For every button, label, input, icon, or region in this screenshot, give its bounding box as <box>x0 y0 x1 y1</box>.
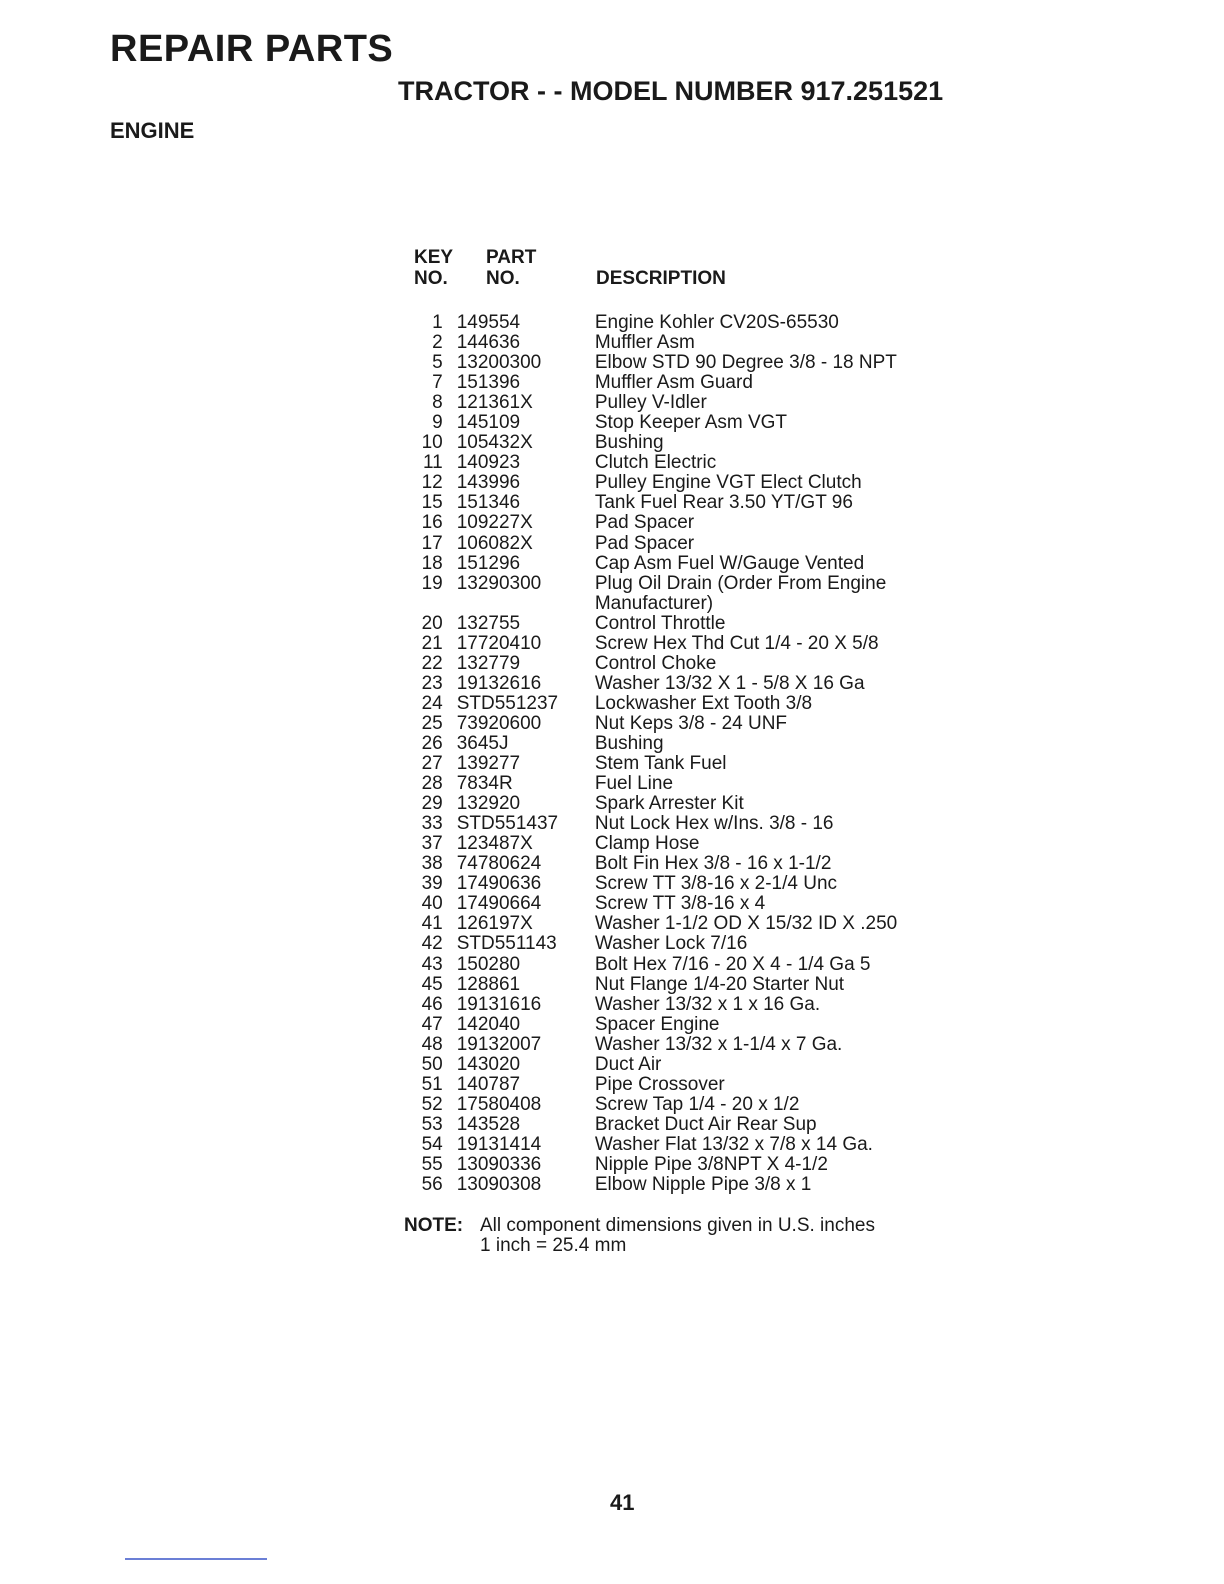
description-cell: Screw Hex Thd Cut 1/4 - 20 X 5/8 <box>594 632 879 654</box>
description-cell: Lockwasher Ext Tooth 3/8 <box>594 692 813 714</box>
table-row <box>410 453 930 473</box>
table-row <box>410 393 930 413</box>
key-number-cell: 28 <box>421 773 443 795</box>
description-cell: Elbow STD 90 Degree 3/8 - 18 NPT <box>594 352 897 374</box>
key-number-cell: 43 <box>421 953 443 975</box>
description-cell: Clamp Hose <box>594 833 700 855</box>
description-cell: Washer 13/32 X 1 - 5/8 X 16 Ga <box>594 672 865 694</box>
part-number-cell: 143528 <box>456 1113 521 1135</box>
description-cell: Spacer Engine <box>594 1013 720 1035</box>
table-row <box>410 373 930 393</box>
description-cell: Washer 1-1/2 OD X 15/32 ID X .250 <box>594 913 898 935</box>
key-number-cell: 39 <box>421 873 443 895</box>
description-cell: Stem Tank Fuel <box>594 753 727 775</box>
description-cell: Elbow Nipple Pipe 3/8 x 1 <box>594 1174 812 1196</box>
part-number-cell: 19132007 <box>456 1033 542 1055</box>
description-cell: Clutch Electric <box>594 452 717 474</box>
table-row <box>410 814 930 834</box>
key-number-cell: 41 <box>421 913 443 935</box>
description-cell: Control Throttle <box>594 612 726 634</box>
table-row <box>410 1095 930 1115</box>
table-row <box>410 413 930 433</box>
key-number-cell: 11 <box>422 452 443 474</box>
table-row <box>410 975 930 995</box>
section-heading: ENGINE <box>110 118 195 143</box>
key-number-cell: 46 <box>421 993 443 1015</box>
key-number-cell: 2 <box>432 332 443 354</box>
table-row <box>410 614 930 634</box>
part-number-cell: 19131414 <box>456 1133 542 1155</box>
table-row <box>410 1055 930 1075</box>
description-cell: Bracket Duct Air Rear Sup <box>594 1113 817 1135</box>
key-number-cell: 21 <box>421 632 443 654</box>
key-number-cell: 38 <box>421 853 443 875</box>
key-number-cell: 19 <box>421 572 443 594</box>
key-number-cell: 48 <box>421 1033 443 1055</box>
description-cell: Nut Keps 3/8 - 24 UNF <box>594 712 788 734</box>
part-number-cell: 74780624 <box>456 853 542 875</box>
key-number-cell: 42 <box>421 933 443 955</box>
key-number-cell: 47 <box>421 1013 443 1035</box>
key-number-cell: 37 <box>421 833 443 855</box>
key-number-cell: 9 <box>432 412 443 434</box>
description-cell: Engine Kohler CV20S-65530 <box>594 312 839 333</box>
note-text-line2: 1 inch = 25.4 mm <box>480 1235 627 1256</box>
part-number-cell: 7834R <box>456 773 513 795</box>
header-key-no-label: NO. <box>414 268 448 289</box>
part-number-cell: 19132616 <box>456 672 542 694</box>
key-number-cell: 12 <box>421 472 443 494</box>
key-number-cell: 24 <box>421 692 443 714</box>
table-row <box>410 1155 930 1175</box>
key-number-cell: 56 <box>421 1174 443 1196</box>
table-row <box>410 674 930 694</box>
description-cell: Spark Arrester Kit <box>594 793 744 815</box>
part-number-cell: 13090336 <box>456 1153 542 1175</box>
description-cell: Control Choke <box>594 652 717 674</box>
part-number-cell: 140923 <box>456 452 521 474</box>
key-number-cell: 22 <box>421 652 443 674</box>
part-number-cell: 151396 <box>456 372 521 394</box>
table-row <box>410 854 930 874</box>
parts-table <box>410 313 930 1195</box>
part-number-cell: 19131616 <box>456 993 542 1015</box>
table-row <box>410 794 930 814</box>
header-key-label: KEY <box>414 247 454 268</box>
table-row <box>410 574 930 614</box>
part-number-cell: 126197X <box>456 913 533 935</box>
page-title: REPAIR PARTS <box>110 28 394 70</box>
part-number-cell: 143996 <box>456 472 521 494</box>
parts-table-header <box>414 248 934 294</box>
part-number-cell: 17580408 <box>456 1093 542 1115</box>
table-row <box>410 914 930 934</box>
description-cell: Muffler Asm <box>594 332 695 354</box>
part-number-cell: 17490664 <box>456 893 542 915</box>
key-number-cell: 40 <box>421 893 443 915</box>
description-cell: Pad Spacer <box>594 532 695 554</box>
table-row <box>410 493 930 513</box>
key-number-cell: 33 <box>421 813 443 835</box>
description-cell: Fuel Line <box>594 773 674 795</box>
key-number-cell: 54 <box>421 1133 443 1155</box>
table-row <box>410 513 930 533</box>
table-row <box>410 1075 930 1095</box>
key-number-cell: 1 <box>432 312 443 333</box>
table-row <box>410 654 930 674</box>
table-row <box>410 694 930 714</box>
key-number-cell: 23 <box>421 672 443 694</box>
table-row <box>410 1115 930 1135</box>
description-cell: Pipe Crossover <box>594 1073 725 1095</box>
key-number-cell: 50 <box>421 1053 443 1075</box>
key-number-cell: 25 <box>421 712 443 734</box>
header-part-label: PART <box>486 247 537 268</box>
description-cell: Tank Fuel Rear 3.50 YT/GT 96 <box>594 492 853 514</box>
key-number-cell: 27 <box>421 753 443 775</box>
part-number-cell: 73920600 <box>456 712 542 734</box>
table-row <box>410 1015 930 1035</box>
table-row <box>410 333 930 353</box>
part-number-cell: 132755 <box>456 612 521 634</box>
key-number-cell: 8 <box>432 392 443 414</box>
table-row <box>410 934 930 954</box>
part-number-cell: 142040 <box>456 1013 521 1035</box>
part-number-cell: 3645J <box>456 732 509 754</box>
part-number-cell: 13090308 <box>456 1174 542 1196</box>
key-number-cell: 16 <box>421 512 443 534</box>
part-number-cell: 145109 <box>456 412 521 434</box>
key-number-cell: 10 <box>421 432 443 454</box>
description-cell: Plug Oil Drain (Order From Engine Manufacturer) <box>594 572 887 614</box>
description-cell: Bushing <box>594 432 664 454</box>
part-number-cell: 143020 <box>456 1053 521 1075</box>
part-number-cell: STD551237 <box>456 692 559 714</box>
part-number-cell: 149554 <box>456 312 521 333</box>
parts-table-body <box>410 313 930 1195</box>
description-cell: Duct Air <box>594 1053 662 1075</box>
table-row <box>410 534 930 554</box>
part-number-cell: 132920 <box>456 793 521 815</box>
key-number-cell: 51 <box>421 1073 443 1095</box>
key-number-cell: 5 <box>432 352 443 374</box>
part-number-cell: 13200300 <box>456 352 542 374</box>
description-cell: Washer 13/32 x 1 x 16 Ga. <box>594 993 821 1015</box>
description-cell: Nipple Pipe 3/8NPT X 4-1/2 <box>594 1153 828 1175</box>
table-row <box>410 734 930 754</box>
part-number-cell: 121361X <box>456 392 533 414</box>
part-number-cell: 109227X <box>456 512 533 534</box>
key-number-cell: 29 <box>421 793 443 815</box>
part-number-cell: 144636 <box>456 332 521 354</box>
table-row <box>410 554 930 574</box>
table-row <box>410 473 930 493</box>
key-number-cell: 52 <box>421 1093 443 1115</box>
part-number-cell: 17720410 <box>456 632 542 654</box>
note <box>404 1216 875 1256</box>
note-text-line1: All component dimensions given in U.S. inches <box>480 1215 875 1236</box>
description-cell: Muffler Asm Guard <box>594 372 753 394</box>
key-number-cell: 53 <box>421 1113 443 1135</box>
table-row <box>410 834 930 854</box>
table-row <box>410 634 930 654</box>
part-number-cell: STD551143 <box>456 933 557 955</box>
key-number-cell: 17 <box>421 532 443 554</box>
description-cell: Nut Flange 1/4-20 Starter Nut <box>594 973 845 995</box>
part-number-cell: 13290300 <box>456 572 542 594</box>
description-cell: Washer 13/32 x 1-1/4 x 7 Ga. <box>594 1033 843 1055</box>
table-row <box>410 774 930 794</box>
table-row <box>410 894 930 914</box>
part-number-cell: 151346 <box>456 492 521 514</box>
table-row <box>410 1035 930 1055</box>
key-number-cell: 15 <box>421 492 443 514</box>
key-number-cell: 18 <box>421 552 443 574</box>
part-number-cell: 132779 <box>456 652 521 674</box>
part-number-cell: 140787 <box>456 1073 521 1095</box>
part-number-cell: 128861 <box>456 973 521 995</box>
part-number-cell: 17490636 <box>456 873 542 895</box>
header-part-no-label: NO. <box>486 268 520 289</box>
key-number-cell: 7 <box>432 372 443 394</box>
description-cell: Pulley V-Idler <box>594 392 707 414</box>
table-row <box>410 754 930 774</box>
table-row <box>410 313 930 333</box>
note-label: NOTE: <box>404 1215 464 1236</box>
table-row <box>410 1175 930 1195</box>
part-number-cell: STD551437 <box>456 813 559 835</box>
key-number-cell: 45 <box>421 973 443 995</box>
key-number-cell: 20 <box>421 612 443 634</box>
table-row <box>410 1135 930 1155</box>
description-cell: Washer Flat 13/32 x 7/8 x 14 Ga. <box>594 1133 873 1155</box>
part-number-cell: 106082X <box>456 532 533 554</box>
table-row <box>410 874 930 894</box>
description-cell: Bolt Fin Hex 3/8 - 16 x 1-1/2 <box>594 853 832 875</box>
description-cell: Stop Keeper Asm VGT <box>594 412 788 434</box>
description-cell: Pulley Engine VGT Elect Clutch <box>594 472 862 494</box>
description-cell: Screw TT 3/8-16 x 4 <box>594 893 766 915</box>
description-cell: Pad Spacer <box>594 512 695 534</box>
description-cell: Nut Lock Hex w/Ins. 3/8 - 16 <box>594 813 834 835</box>
footer-rule <box>125 1558 267 1560</box>
description-cell: Cap Asm Fuel W/Gauge Vented <box>594 552 865 574</box>
page-number: 41 <box>610 1490 635 1515</box>
table-row <box>410 955 930 975</box>
part-number-cell: 123487X <box>456 833 533 855</box>
table-row <box>410 353 930 373</box>
header-description-label: DESCRIPTION <box>596 268 726 289</box>
description-cell: Screw Tap 1/4 - 20 x 1/2 <box>594 1093 800 1115</box>
description-cell: Screw TT 3/8-16 x 2-1/4 Unc <box>594 873 838 895</box>
part-number-cell: 151296 <box>456 552 521 574</box>
table-row <box>410 433 930 453</box>
description-cell: Washer Lock 7/16 <box>594 933 748 955</box>
key-number-cell: 26 <box>421 732 443 754</box>
part-number-cell: 150280 <box>456 953 521 975</box>
part-number-cell: 139277 <box>456 753 521 775</box>
model-heading: TRACTOR - - MODEL NUMBER 917.251521 <box>398 76 944 106</box>
part-number-cell: 105432X <box>456 432 533 454</box>
description-cell: Bushing <box>594 732 664 754</box>
key-number-cell: 55 <box>421 1153 443 1175</box>
description-cell: Bolt Hex 7/16 - 20 X 4 - 1/4 Ga 5 <box>594 953 871 975</box>
table-row <box>410 995 930 1015</box>
table-row <box>410 714 930 734</box>
